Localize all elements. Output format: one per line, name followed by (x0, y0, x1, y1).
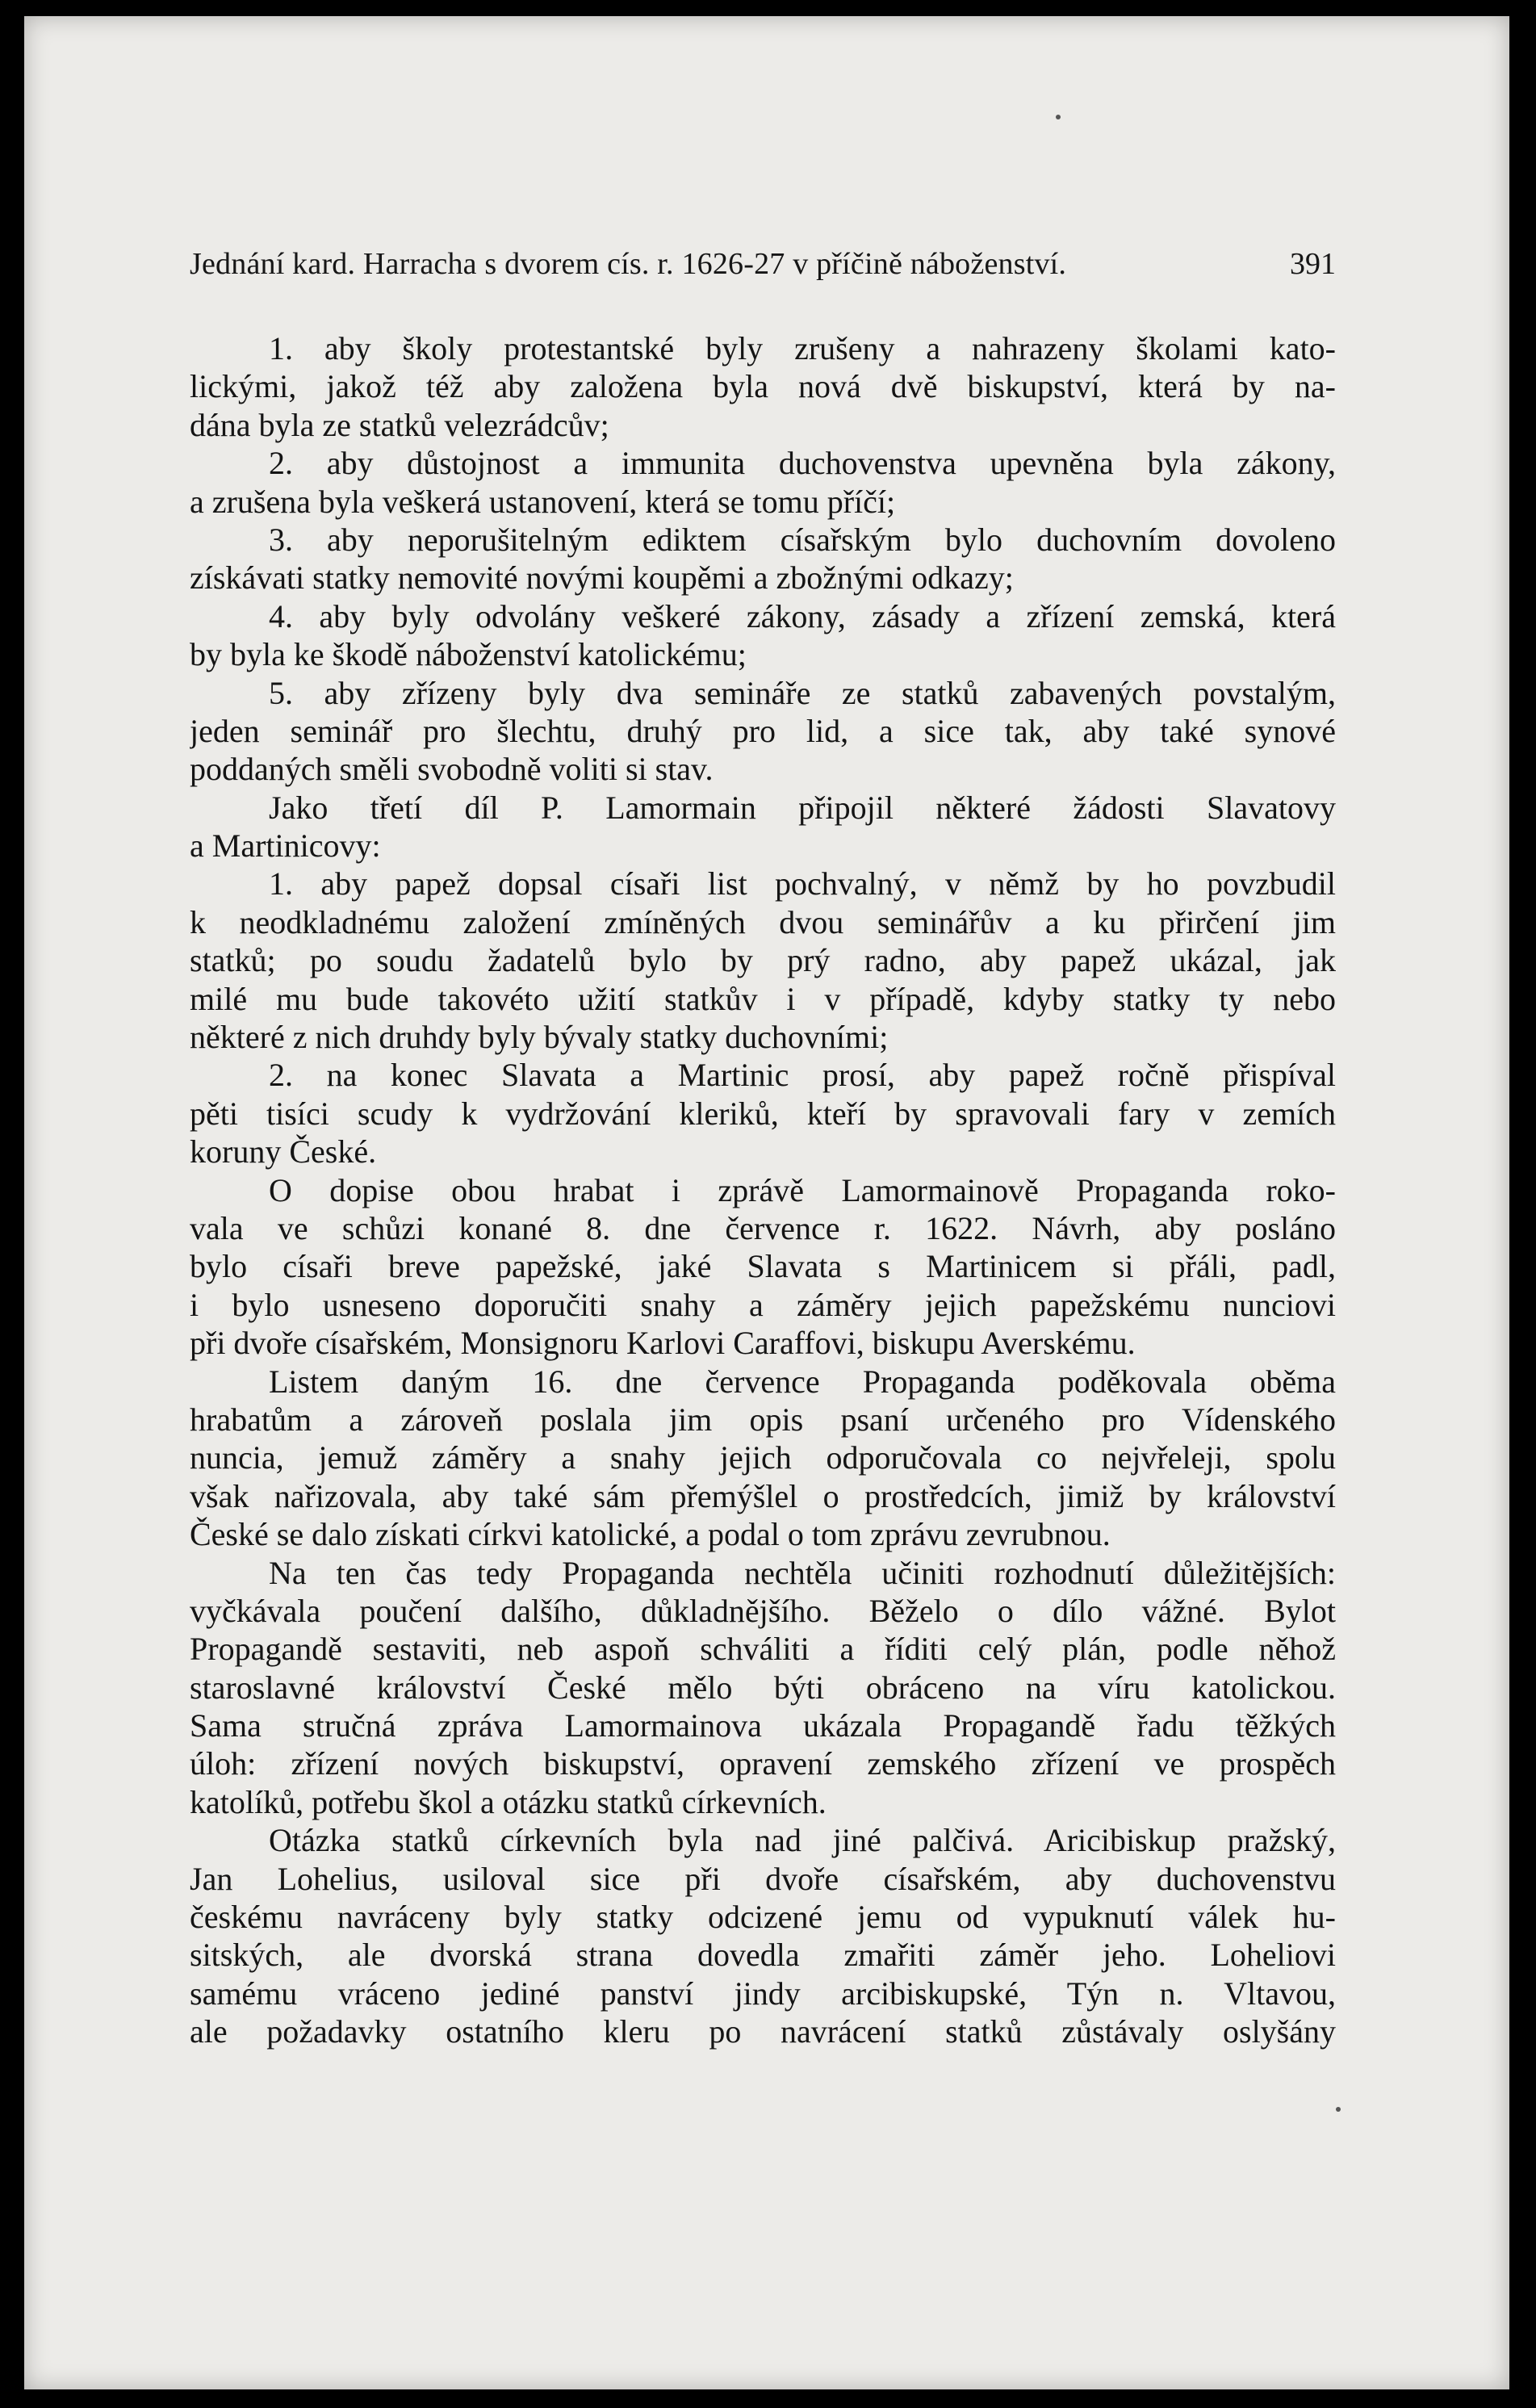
page-number: 391 (1290, 247, 1336, 281)
text-line: sitských, ale dvorská strana dovedla zmařiti záměr jeho. Loheliovi (190, 1937, 1336, 1974)
text-line: vala ve schůzi konané 8. dne července r. 1622. Návrh, aby posláno (190, 1209, 1336, 1246)
text-line: Jan Lohelius, usiloval sice při dvoře císařském, aby duchovenstvu (190, 1860, 1336, 1897)
text-line: 1. aby papež dopsal císaři list pochvalný, v němž by ho povzbudil (269, 865, 1336, 902)
text-line: českému navráceny byly statky odcizené jemu od vypuknutí válek hu- (190, 1899, 1336, 1936)
running-header (190, 246, 1336, 287)
text-line: 1. aby školy protestantské byly zrušeny a nahrazeny školami kato- (269, 330, 1336, 366)
text-line: a zrušena byla veškerá ustanovení, která se tomu příčí; (190, 483, 896, 520)
text-line: poddaných směli svobodně voliti si stav. (190, 751, 714, 788)
text-line: a Martinicovy: (190, 827, 381, 865)
text-line: O dopise obou hrabat i zprávě Lamormainově Propaganda roko- (269, 1171, 1336, 1208)
text-line: milé mu bude takovéto užití statkův i v případě, kdyby statky ty nebo (190, 980, 1336, 1017)
text-line: i bylo usneseno doporučiti snahy a záměry jejich papežskému nunciovi (190, 1286, 1336, 1323)
text-line: k neodkladnému založení zmíněných dvou seminářův a ku přirčení jim (190, 903, 1336, 940)
text-line: 3. aby neporušitelným ediktem císařským bylo duchovním dovoleno (269, 521, 1336, 558)
text-line: Jako třetí díl P. Lamormain připojil některé žádosti Slavatovy (269, 789, 1336, 826)
text-line: 4. aby byly odvolány veškeré zákony, zásady a zřízení zemská, která (269, 597, 1336, 634)
text-line: získávati statky nemovité novými koupěmi a zbožnými odkazy; (190, 559, 1014, 597)
text-line: jeden seminář pro šlechtu, druhý pro lid, a sice tak, aby také synové (190, 712, 1336, 749)
text-line: lickými, jakož též aby založena byla nová dvě biskupství, která by na- (190, 368, 1336, 405)
text-line: 2. aby důstojnost a immunita duchovenstva upevněna byla zákony, (269, 445, 1336, 482)
text-line: samému vráceno jediné panství jindy arcibiskupské, Týn n. Vltavou, (190, 1975, 1336, 2012)
text-line: Propagandě sestaviti, neb aspoň schváliti a říditi celý plán, podle něhož (190, 1631, 1336, 1668)
text-line: nuncia, jemuž záměry a snahy jejich odporučovala co nejvřeleji, spolu (190, 1439, 1336, 1476)
header-title: Jednání kard. Harracha s dvorem cís. r. 1626-27 v příčině náboženství. (190, 247, 1067, 281)
page-speck (1056, 115, 1061, 119)
text-line: staroslavné království České mělo býti obráceno na víru katolickou. (190, 1669, 1336, 1706)
text-line: by byla ke škodě náboženství katolickému; (190, 636, 747, 673)
text-line: však nařizovala, aby také sám přemýšlel o prostředcích, jimiž by království (190, 1477, 1336, 1514)
text-line: Sama stručná zpráva Lamormainova ukázala Propagandě řadu těžkých (190, 1707, 1336, 1744)
text-line: hrabatům a zároveň poslala jim opis psaní určeného pro Vídenského (190, 1401, 1336, 1438)
text-line: Listem daným 16. dne července Propaganda poděkovala oběma (269, 1363, 1336, 1400)
text-line: České se dalo získati církvi katolické, a podal o tom zprávu zevrubnou. (190, 1516, 1111, 1553)
text-line: 2. na konec Slavata a Martinic prosí, aby papež ročně přispíval (269, 1057, 1336, 1094)
text-line: Otázka statků církevních byla nad jiné palčivá. Aricibiskup pražský, (269, 1822, 1336, 1859)
text-line: některé z nich druhdy byly bývaly statky duchovními; (190, 1019, 889, 1056)
text-line: katolíků, potřebu škol a otázku statků církevních. (190, 1783, 827, 1820)
text-line: při dvoře císařském, Monsignoru Karlovi Caraffovi, biskupu Averskému. (190, 1325, 1136, 1362)
text-line: dána byla ze statků velezrádcův; (190, 406, 609, 443)
text-line: statků; po soudu žadatelů bylo by prý radno, aby papež ukázal, jak (190, 942, 1336, 979)
body-text (190, 329, 1336, 2051)
text-line: bylo císaři breve papežské, jaké Slavata s Martinicem si přáli, padl, (190, 1248, 1336, 1285)
text-line: Na ten čas tedy Propaganda nechtěla učiniti rozhodnutí důležitějších: (269, 1554, 1336, 1591)
text-line: 5. aby zřízeny byly dva semináře ze statků zabavených povstalým, (269, 674, 1336, 711)
text-line: vyčkávala poučení dalšího, důkladnějšího. Běželo o dílo vážné. Bylot (190, 1592, 1336, 1629)
page-speck (1336, 2107, 1341, 2112)
text-line: úloh: zřízení nových biskupství, opravení zemského zřízení ve prospěch (190, 1745, 1336, 1782)
text-line: koruny České. (190, 1133, 377, 1170)
text-line: ale požadavky ostatního kleru po navrácení statků zůstávaly oslyšány (190, 2013, 1336, 2050)
text-line: pěti tisíci scudy k vydržování kleriků, kteří by spravovali fary v zemích (190, 1095, 1336, 1132)
